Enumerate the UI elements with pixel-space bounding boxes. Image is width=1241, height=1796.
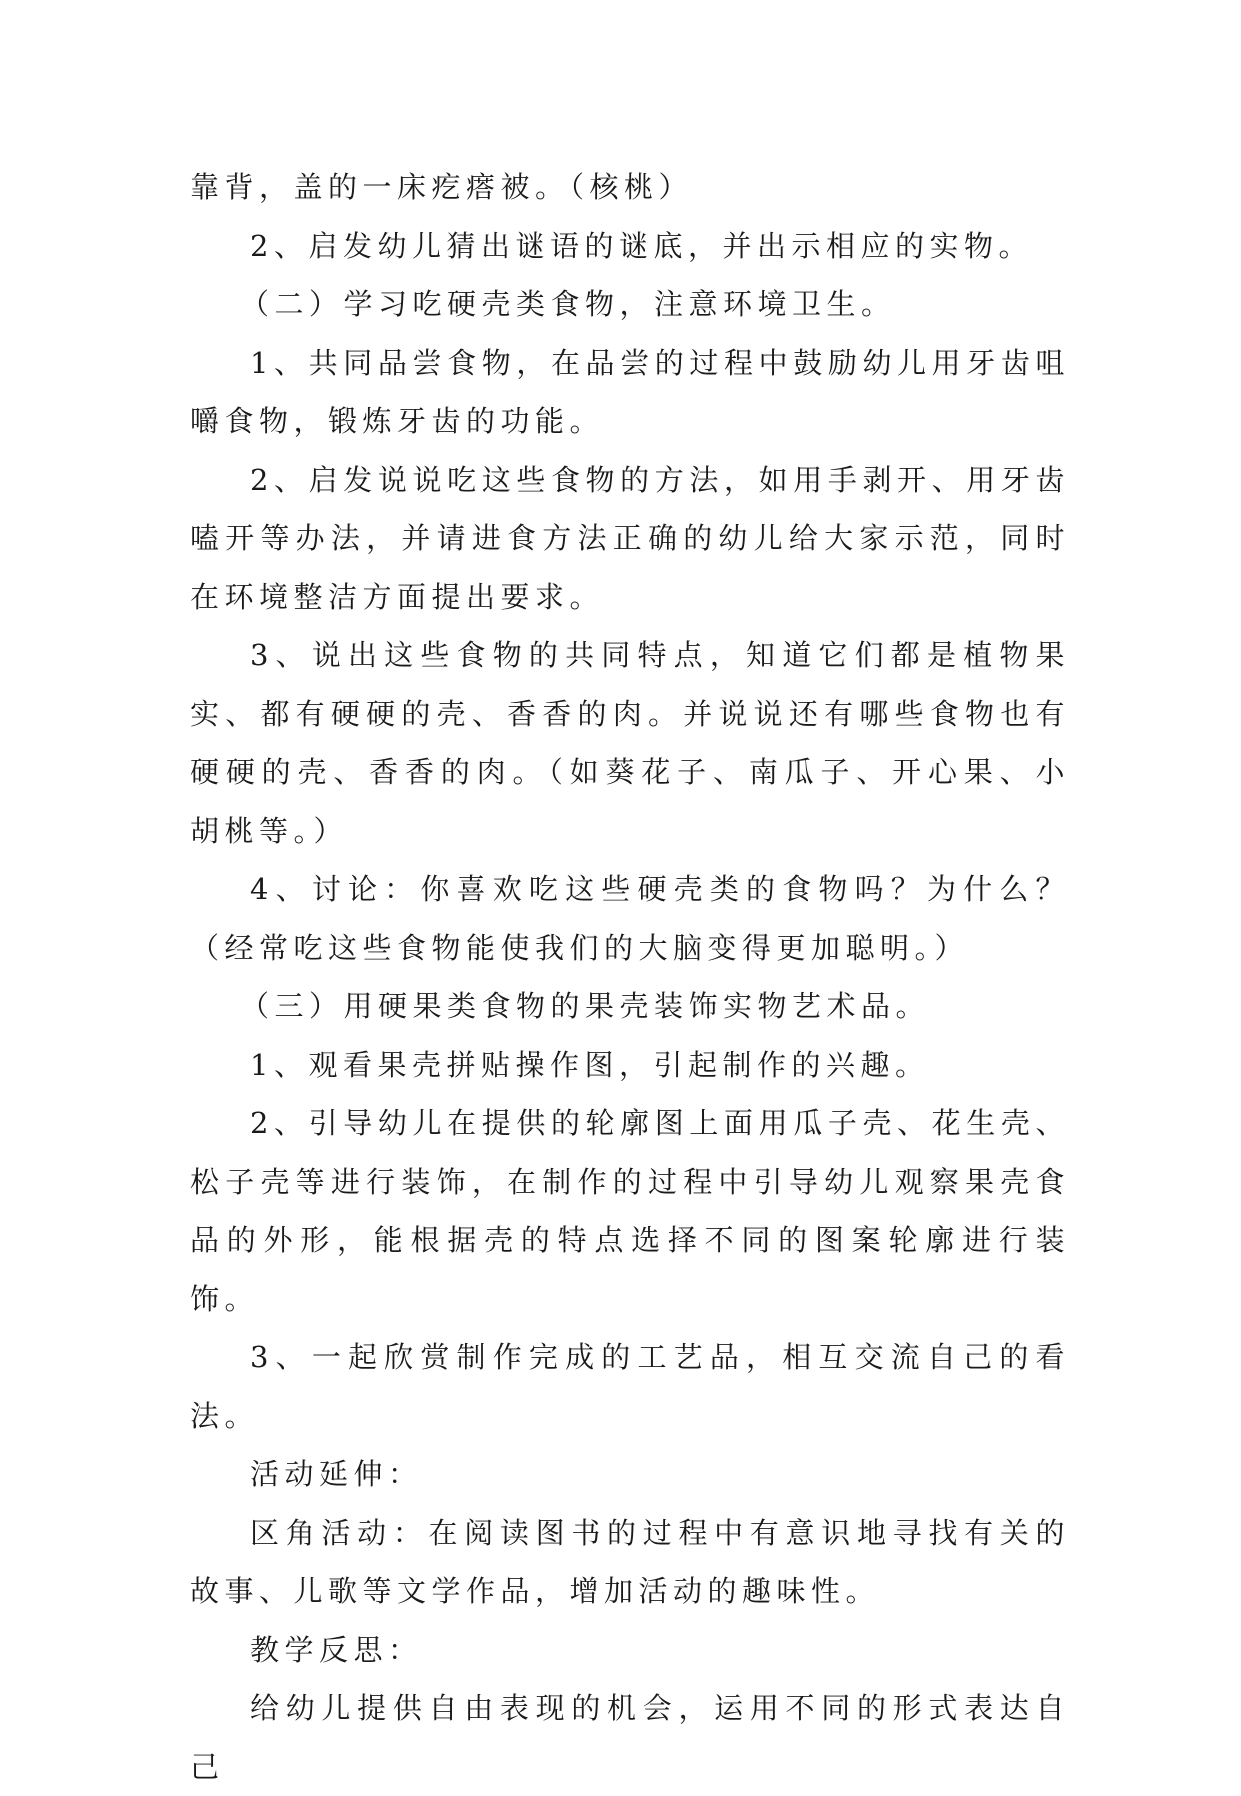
paragraph-step: 1、观看果壳拼贴操作图，引起制作的兴趣。 xyxy=(250,1047,930,1082)
document-body xyxy=(190,158,1070,1796)
paragraph-step: 1、共同品尝食物，在品尝的过程中鼓励幼儿用牙齿咀嚼食物，锻炼牙齿的功能。 xyxy=(190,345,1070,438)
paragraph-step: 3、一起欣赏制作完成的工艺品，相互交流自己的看法。 xyxy=(190,1340,1070,1433)
subheading-activity-extension: 活动延伸： xyxy=(250,1457,423,1491)
paragraph-corner-activity: 区角活动：在阅读图书的过程中有意识地寻找有关的故事、儿歌等文学作品，增加活动的趣味性。 xyxy=(190,1515,1070,1608)
paragraph-step: 2、引导幼儿在提供的轮廓图上面用瓜子壳、花生壳、松子壳等进行装饰，在制作的过程中引导幼儿观察果壳食品的外形，能根据壳的特点选择不同的图案轮廓进行装饰。 xyxy=(190,1106,1070,1316)
subheading-teaching-reflection: 教学反思： xyxy=(250,1632,423,1667)
section-heading: （二）学习吃硬壳类食物，注意环境卫生。 xyxy=(240,287,896,321)
paragraph-step: 4、讨论：你喜欢吃这些硬壳类的食物吗？为什么？（经常吃这些食物能使我们的大脑变得更加聪明。） xyxy=(190,872,1070,965)
section-heading: （三）用硬果类食物的果壳装饰实物艺术品。 xyxy=(240,989,931,1023)
paragraph-continuation: 靠背，盖的一床疙瘩被。（核桃） xyxy=(190,170,694,204)
paragraph-reflection: 给幼儿提供自由表现的机会，运用不同的形式表达自己 xyxy=(190,1691,1070,1784)
paragraph-step: 2、启发说说吃这些食物的方法，如用手剥开、用牙齿嗑开等办法，并请进食方法正确的幼儿给大家示范，同时在环境整洁方面提出要求。 xyxy=(190,462,1070,614)
paragraph-step: 2、启发幼儿猜出谜语的谜底，并出示相应的实物。 xyxy=(250,228,1033,263)
paragraph-step: 3、说出这些食物的共同特点，知道它们都是植物果实、都有硬硬的壳、香香的肉。并说说还有哪些食物也有硬硬的壳、香香的肉。（如葵花子、南瓜子、开心果、小胡桃等。） xyxy=(190,638,1070,848)
